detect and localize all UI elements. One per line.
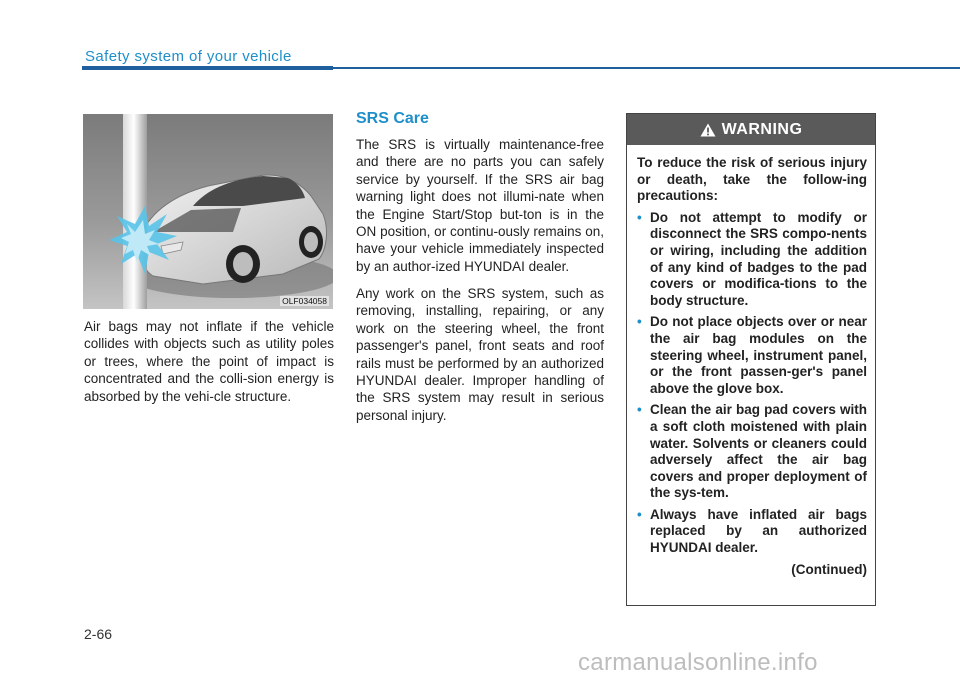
warning-item: • Always have inflated air bags replaced by an authorized HYUNDAI dealer. <box>637 506 867 556</box>
bullet-icon: • <box>637 314 642 330</box>
crash-illustration <box>83 114 333 309</box>
warning-body <box>627 145 875 578</box>
header-rule-thick <box>82 66 333 70</box>
warning-item: • Clean the air bag pad covers with a soft cloth moistened with plain water. Solvents or cleaners could adversely affect the air bag covers and proper deployment of the sys-tem. <box>637 402 867 501</box>
warning-header <box>627 114 875 145</box>
bullet-icon: • <box>637 402 642 418</box>
continued-label: (Continued) <box>791 561 867 577</box>
srs-care-heading: SRS Care <box>356 110 429 127</box>
srs-care-paragraph-2: Any work on the SRS system, such as removing, installing, repairing, or any work on the steering wheel, the front passenger's panel, front seats and roof rails must be performed by an authorized HYUNDAI dealer. Improper handling of the SRS system may result in serious personal injury. <box>356 286 604 423</box>
warning-item: • Do not place objects over or near the air bag modules on the steering wheel, instrument panel, or the front passen-ger's panel above the glove box. <box>637 314 867 396</box>
warning-intro: To reduce the risk of serious injury or death, take the follow-ing precautions: <box>637 155 867 204</box>
bullet-icon: • <box>637 209 642 225</box>
srs-care-paragraph-1: The SRS is virtually maintenance-free and there are no parts you can safely service by yourself. If the SRS air bag warning light does not illumi-nate when the Engine Start/Stop but-ton is in the ON position, or continu-ously remains on, have your vehicle immediately inspected by an author-ized HYUNDAI dealer. <box>356 137 604 274</box>
header-rule-thin <box>333 67 960 69</box>
watermark: carmanualsonline.info <box>578 649 818 676</box>
page-number: 2-66 <box>84 626 113 642</box>
warning-title: WARNING <box>721 120 803 138</box>
warning-item: • Do not attempt to modify or disconnect the SRS compo-nents or wiring, including the addition of any kind of badges to the pad covers or modifica-tions to the body structure. <box>637 209 867 308</box>
warning-box <box>626 113 876 606</box>
bullet-icon: • <box>637 506 642 522</box>
section-title: Safety system of your vehicle <box>85 48 292 65</box>
airbag-pole-note: Air bags may not inflate if the vehicle collides with objects such as utility poles or trees, where the point of impact is concentrated and the colli-sion energy is absorbed by the vehi-cle structure. <box>84 319 334 404</box>
warning-triangle-icon <box>700 123 716 137</box>
car-pole-collision-image <box>83 114 333 309</box>
warning-list <box>637 210 867 557</box>
figure-code: OLF034058 <box>282 296 327 306</box>
